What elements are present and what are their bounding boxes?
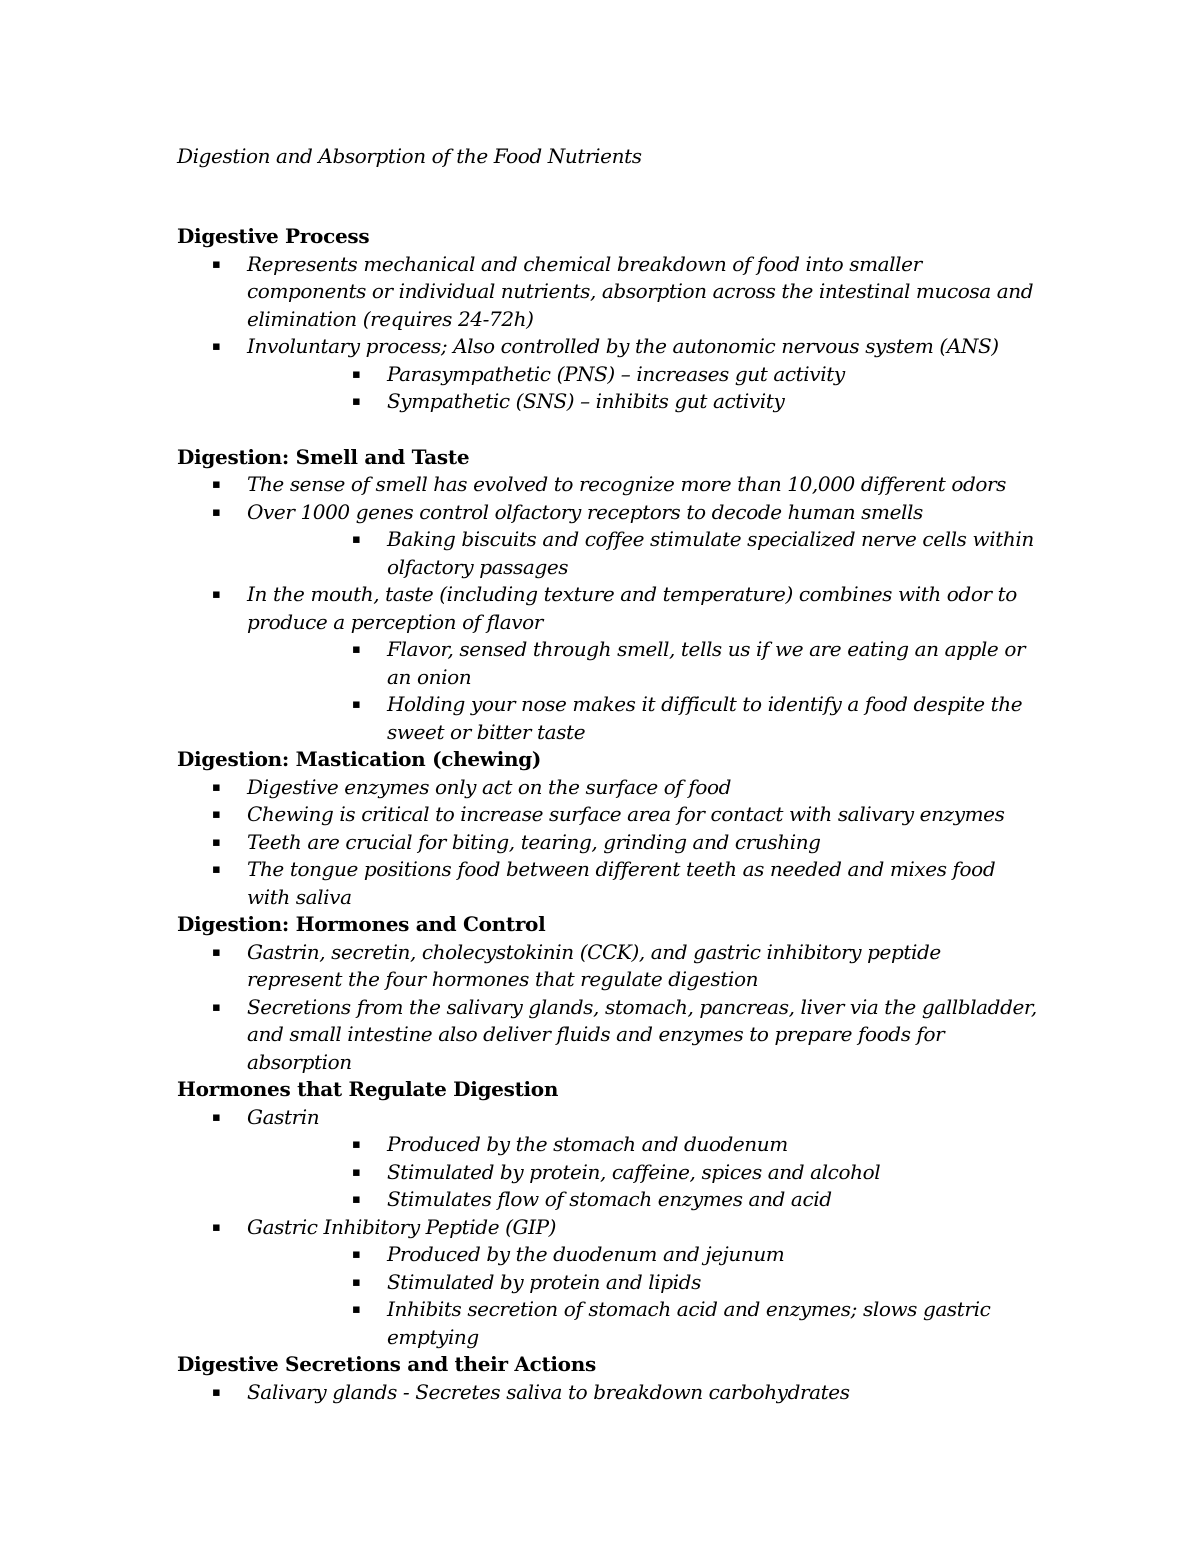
square-bullet-icon: ▪ (212, 807, 221, 822)
sub-bullet-list (317, 1241, 1037, 1351)
section-heading: Digestion: Mastication (chewing) (177, 747, 542, 771)
sub-list-item-text: Stimulated by protein, caffeine, spices and alcohol (387, 1159, 881, 1184)
sub-list-item (247, 1269, 1037, 1297)
section-digestive-process (177, 223, 1037, 416)
list-item (177, 994, 1037, 1077)
sub-list-item-text: Stimulated by protein and lipids (387, 1269, 701, 1294)
square-bullet-icon: ▪ (352, 1137, 361, 1152)
sub-list-item-text: Flavor, sensed through smell, tells us if we are eating an apple or an onion (387, 637, 1026, 689)
square-bullet-icon: ▪ (352, 1192, 361, 1207)
section-heading: Digestion: Hormones and Control (177, 912, 546, 936)
square-bullet-icon: ▪ (212, 944, 221, 960)
list-item (177, 856, 1037, 911)
square-bullet-icon: ▪ (212, 1384, 221, 1400)
list-item-text: Digestive enzymes only act on the surface of food (247, 774, 732, 799)
square-bullet-icon: ▪ (212, 587, 221, 602)
sub-list-item (247, 1296, 1037, 1351)
sub-bullet-list (317, 526, 1037, 581)
list-item-text: Involuntary process; Also controlled by the autonomic nervous system (ANS) (247, 334, 999, 358)
section-heading: Digestion: Smell and Taste (177, 444, 470, 469)
list-item (177, 939, 1037, 994)
square-bullet-icon: ▪ (352, 697, 361, 712)
sub-list-item-text: Stimulates flow of stomach enzymes and acid (387, 1187, 832, 1211)
sub-list-item-text: Produced by the duodenum and jejunum (387, 1242, 785, 1266)
square-bullet-icon: ▪ (212, 834, 221, 850)
square-bullet-icon: ▪ (212, 256, 221, 272)
list-item (177, 581, 1037, 746)
sub-list-item-text: Parasympathetic (PNS) – increases gut activity (387, 361, 845, 386)
square-bullet-icon: ▪ (212, 1219, 221, 1235)
list-item-text: Salivary glands - Secretes saliva to breakdown carbohydrates (247, 1379, 850, 1404)
square-bullet-icon: ▪ (352, 1274, 361, 1290)
list-item-text: The sense of smell has evolved to recognize more than 10,000 different odors (247, 472, 1007, 496)
document-page (177, 141, 1037, 1406)
section-heading: Digestive Secretions and their Actions (177, 1352, 596, 1376)
sub-list-item (247, 1159, 1037, 1187)
sub-list-item-text: Sympathetic (SNS) – inhibits gut activity (387, 389, 785, 413)
sub-list-item-text: Holding your nose makes it difficult to identify a food despite the sweet or bitter taste (387, 692, 1023, 744)
sub-list-item (247, 1131, 1037, 1159)
section-hormones-and-control (177, 911, 1037, 1076)
document-title: Digestion and Absorption of the Food Nutrients (177, 144, 642, 168)
square-bullet-icon: ▪ (212, 504, 221, 520)
section-heading: Hormones that Regulate Digestion (177, 1077, 559, 1101)
list-item-text: Teeth are crucial for biting, tearing, grinding and crushing (247, 829, 821, 854)
sub-list-item (247, 1241, 1037, 1269)
list-item (177, 333, 1037, 416)
square-bullet-icon: ▪ (212, 862, 221, 877)
section-digestive-secretions (177, 1351, 1037, 1406)
list-item (177, 471, 1037, 499)
bullet-list (177, 774, 1037, 912)
section-heading: Digestive Process (177, 224, 370, 248)
list-item-text: Gastric Inhibitory Peptide (GIP) (247, 1214, 557, 1239)
square-bullet-icon: ▪ (352, 642, 361, 657)
bullet-list (177, 1379, 1037, 1407)
list-item-text: Gastrin (247, 1104, 320, 1129)
square-bullet-icon: ▪ (212, 779, 221, 795)
section-smell-and-taste (177, 444, 1037, 747)
square-bullet-icon: ▪ (352, 394, 361, 409)
square-bullet-icon: ▪ (212, 1109, 221, 1125)
list-item-text: Secretions from the salivary glands, stomach, pancreas, liver via the gallbladder, and small intestine also deliver fluids and enzymes to prepare foods for absorption (247, 994, 1037, 1074)
bullet-list (177, 939, 1037, 1077)
bullet-list (177, 1104, 1037, 1352)
sub-list-item (247, 1186, 1037, 1214)
sub-list-item (247, 691, 1037, 746)
sub-bullet-list (317, 636, 1037, 746)
list-item (177, 829, 1037, 857)
list-item-text: Chewing is critical to increase surface area for contact with salivary enzymes (247, 802, 1005, 826)
list-item (177, 1214, 1037, 1352)
sub-bullet-list (317, 361, 1037, 416)
sub-list-item-text: Produced by the stomach and duodenum (387, 1132, 788, 1156)
list-item (177, 801, 1037, 829)
section-hormones-regulate-digestion (177, 1076, 1037, 1351)
bullet-list (177, 471, 1037, 746)
square-bullet-icon: ▪ (352, 532, 361, 547)
list-item-text: In the mouth, taste (including texture and temperature) combines with odor to produce a perception of flavor (247, 582, 1017, 634)
sub-list-item (247, 388, 1037, 416)
list-item (177, 251, 1037, 334)
list-item (177, 1379, 1037, 1407)
square-bullet-icon: ▪ (352, 1247, 361, 1262)
square-bullet-icon: ▪ (212, 339, 221, 354)
list-item-text: The tongue positions food between different teeth as needed and mixes food with saliva (247, 857, 996, 909)
bullet-list (177, 251, 1037, 416)
list-item-text: Represents mechanical and chemical breakdown of food into smaller components or individual nutrients, absorption across the intestinal mucosa and elimination (requires 24-72h) (247, 251, 1034, 331)
sub-list-item (247, 526, 1037, 581)
square-bullet-icon: ▪ (352, 1164, 361, 1180)
sub-bullet-list (317, 1131, 1037, 1214)
sub-list-item (247, 361, 1037, 389)
sub-list-item-text: Inhibits secretion of stomach acid and enzymes; slows gastric emptying (387, 1297, 991, 1349)
square-bullet-icon: ▪ (352, 1302, 361, 1317)
section-mastication (177, 746, 1037, 911)
list-item (177, 1104, 1037, 1214)
list-item-text: Gastrin, secretin, cholecystokinin (CCK), and gastric inhibitory peptide represent the four hormones that regulate digestion (247, 939, 941, 991)
list-item (177, 774, 1037, 802)
square-bullet-icon: ▪ (212, 999, 221, 1015)
list-item (177, 499, 1037, 582)
list-item-text: Over 1000 genes control olfactory receptors to decode human smells (247, 499, 923, 524)
sub-list-item (247, 636, 1037, 691)
square-bullet-icon: ▪ (352, 366, 361, 382)
square-bullet-icon: ▪ (212, 477, 221, 492)
sub-list-item-text: Baking biscuits and coffee stimulate specialized nerve cells within olfactory passages (387, 527, 1034, 579)
